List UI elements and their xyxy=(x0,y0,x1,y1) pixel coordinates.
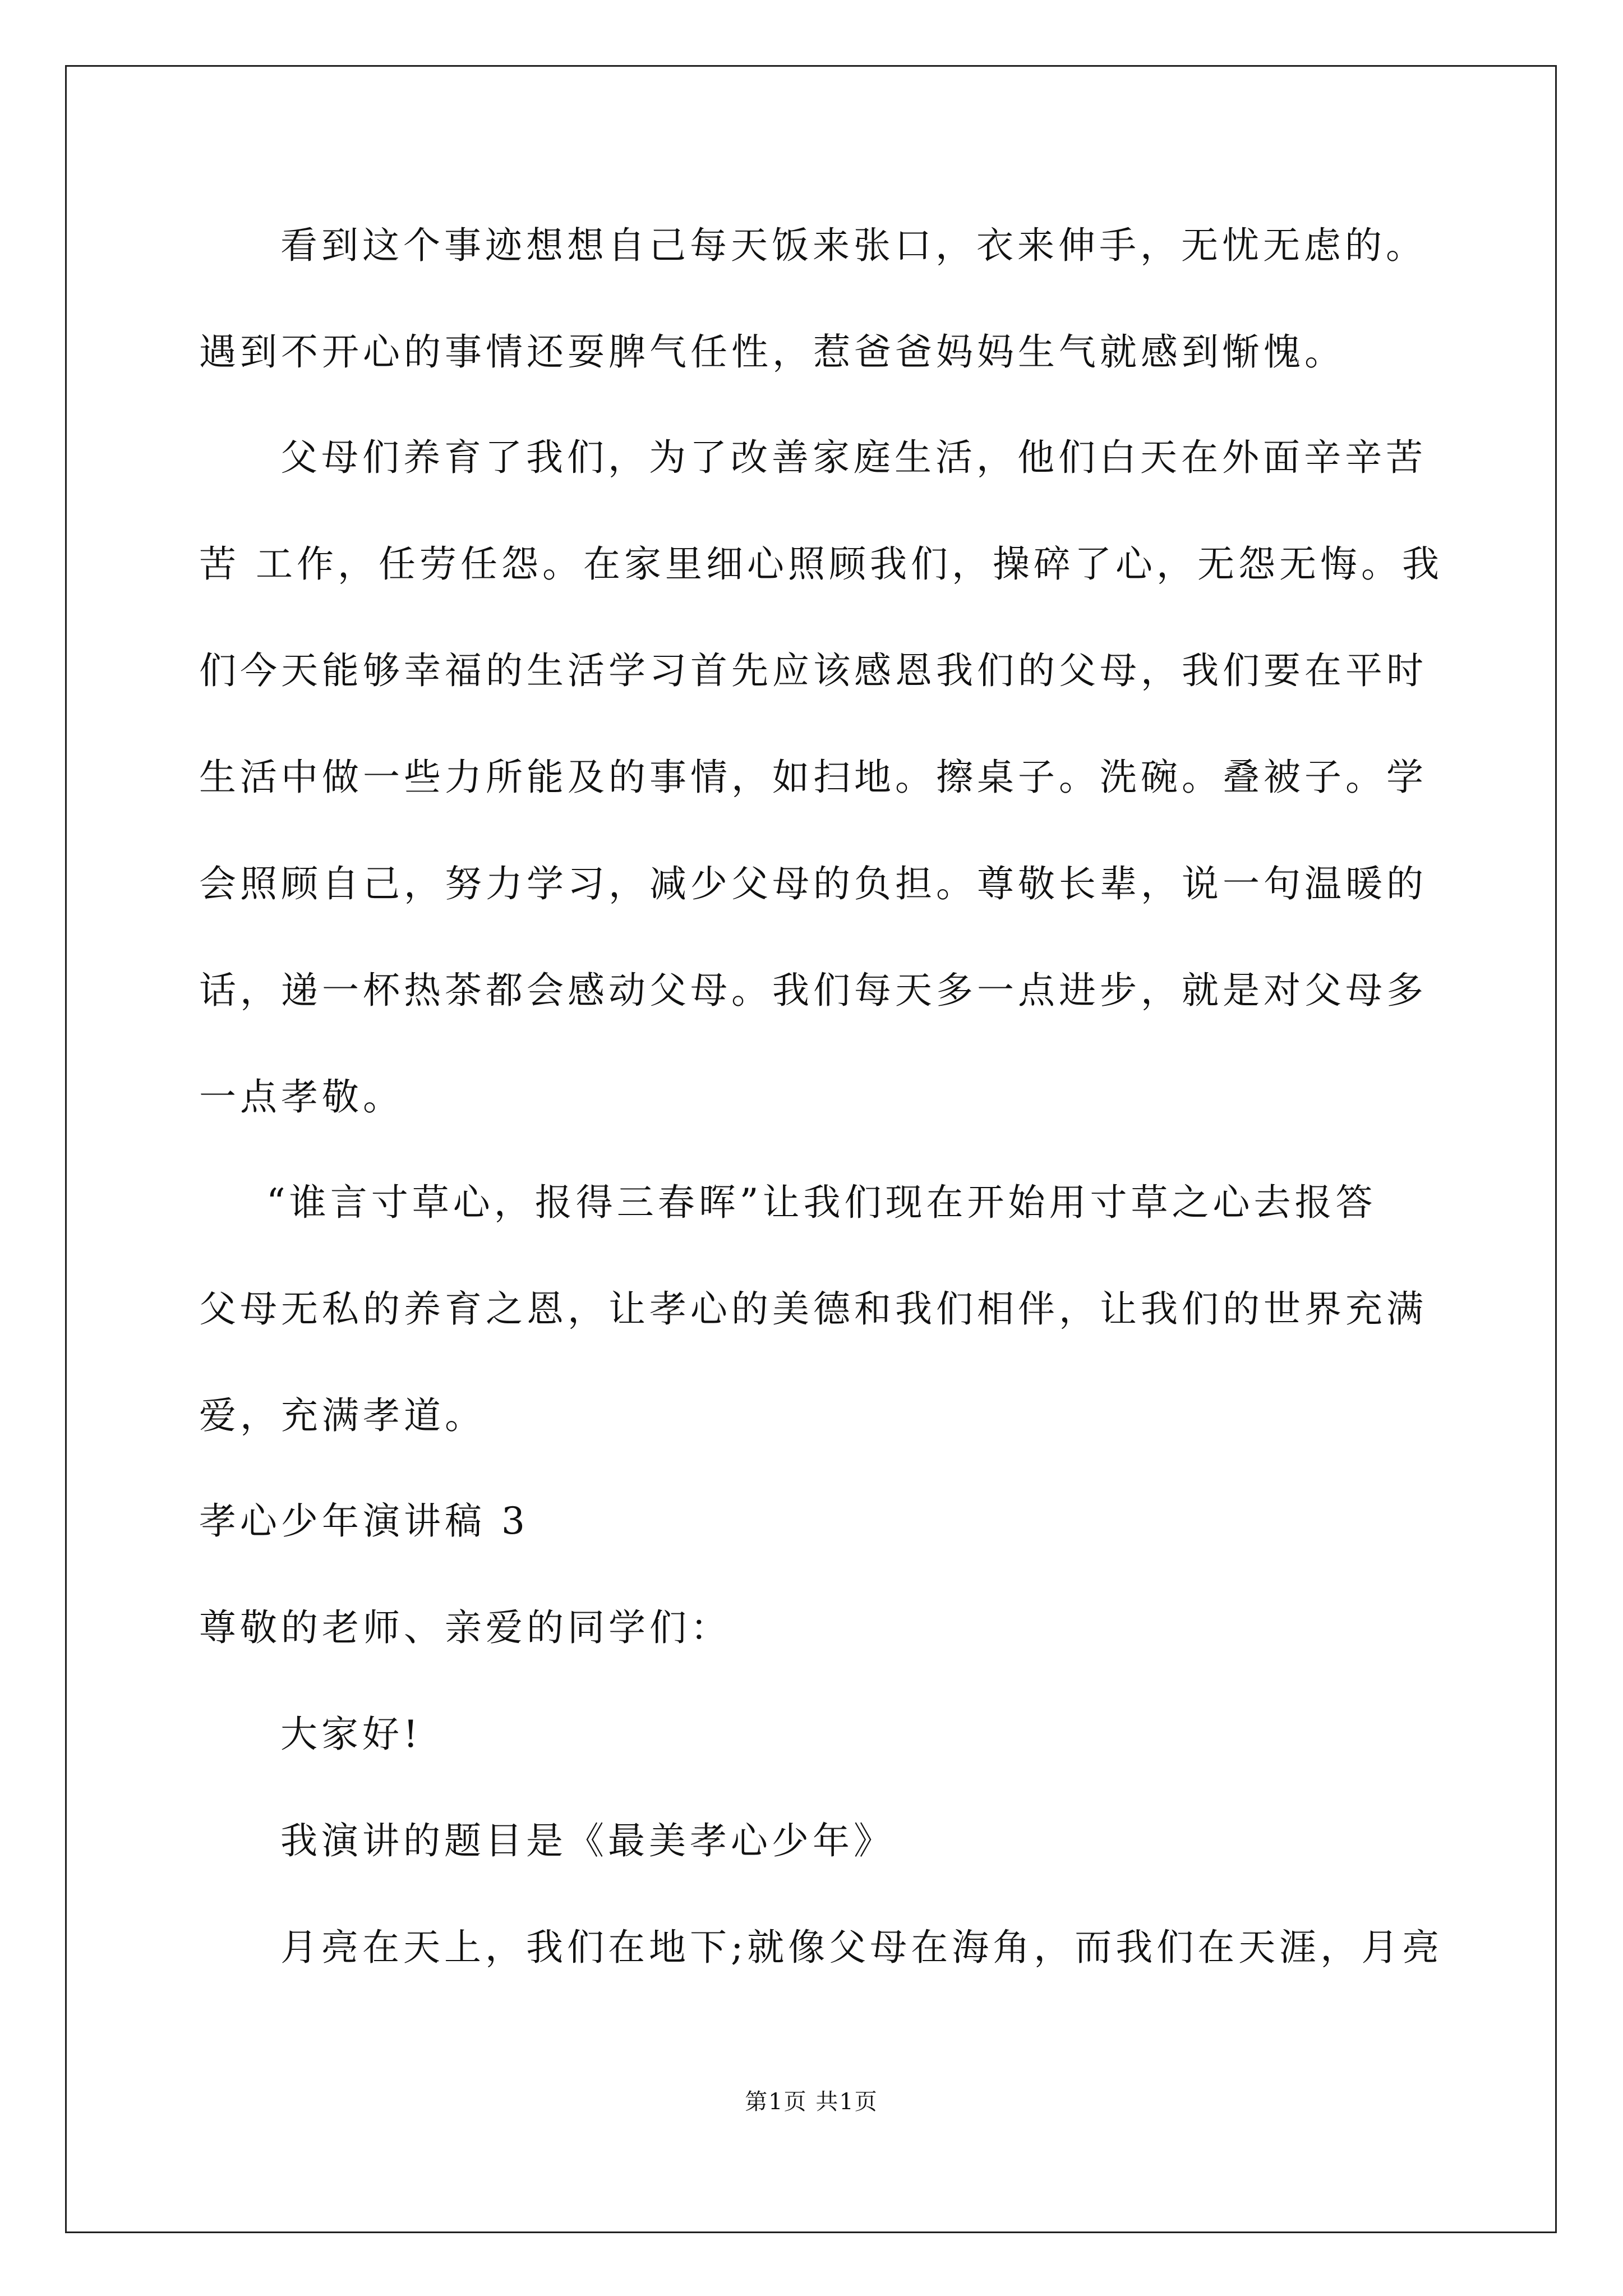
page-footer: 第1页 共1页 xyxy=(745,2089,878,2115)
paragraph-line: 爱，充满孝道。 xyxy=(199,1394,486,1437)
paragraph-line: 生活中做一些力所能及的事情，如扫地。擦桌子。洗碗。叠被子。学 xyxy=(199,756,1427,799)
paragraph-line: 遇到不开心的事情还耍脾气任性，惹爸爸妈妈生气就感到惭愧。 xyxy=(199,330,1345,374)
paragraph-line: 父母无私的养育之恩，让孝心的美德和我们相伴，让我们的世界充满 xyxy=(199,1287,1427,1331)
section-heading: 孝心少年演讲稿 3 xyxy=(199,1499,529,1543)
greeting: 大家好! xyxy=(280,1713,422,1756)
paragraph-line: 一点孝敬。 xyxy=(199,1075,404,1119)
paragraph-line: 们今天能够幸福的生活学习首先应该感恩我们的父母，我们要在平时 xyxy=(199,649,1427,692)
paragraph-line: 月亮在天上，我们在地下;就像父母在海角，而我们在天涯，月亮 xyxy=(280,1926,1444,1969)
speech-title-line: 我演讲的题目是《最美孝心少年》 xyxy=(280,1819,895,1862)
page-border xyxy=(65,65,1557,2233)
paragraph-line: 父母们养育了我们，为了改善家庭生活，他们白天在外面辛辛苦 xyxy=(280,436,1427,479)
salutation: 尊敬的老师、亲爱的同学们： xyxy=(199,1606,731,1649)
paragraph-line: 苦 工作，任劳任怨。在家里细心照顾我们，操碎了心，无怨无悔。我 xyxy=(199,542,1443,586)
paragraph-line: 话，递一杯热茶都会感动父母。我们每天多一点进步，就是对父母多 xyxy=(199,969,1427,1012)
paragraph-line: 会照顾自己，努力学习，减少父母的负担。尊敬长辈，说一句温暖的 xyxy=(199,862,1427,905)
paragraph-line: 看到这个事迹想想自己每天饭来张口，衣来伸手，无忧无虑的。 xyxy=(280,224,1427,267)
paragraph-line: “谁言寸草心，报得三春晖”让我们现在开始用寸草之心去报答 xyxy=(266,1181,1377,1224)
